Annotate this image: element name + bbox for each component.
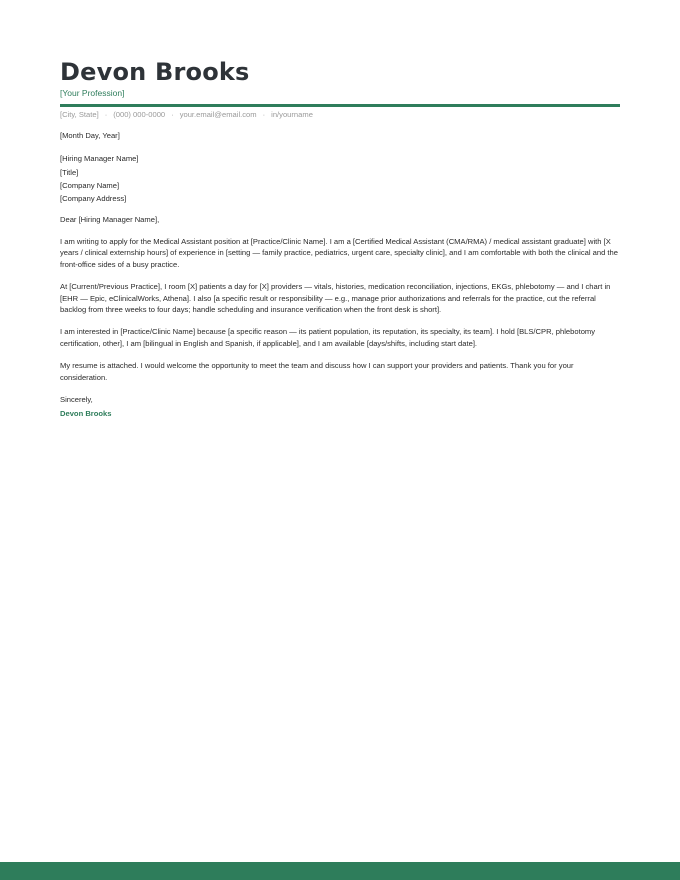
contact-email: your.email@email.com	[179, 110, 257, 119]
applicant-name: Devon Brooks	[60, 58, 250, 86]
paragraph-intro: I am writing to apply for the Medical Assistant position at [Practice/Clinic Name]. I am a [Certified Medical Assistant (CMA/RMA) / medical assistant graduate] with [X years / clinical externship hours] of experience in [setting — family practice, pediatrics, urgent care, specialty clinic], and I am comfortable with both the clinical and the front-office sides of a busy practice.	[60, 237, 618, 269]
recipient-title: [Title]	[60, 167, 79, 177]
signature: Devon Brooks	[60, 409, 112, 419]
recipient-block	[60, 152, 620, 205]
contact-separator: ·	[262, 110, 266, 119]
recipient-manager: [Hiring Manager Name]	[60, 154, 139, 164]
recipient-company: [Company Name]	[60, 181, 120, 190]
profession-title: [Your Profession]	[60, 88, 125, 98]
contact-linkedin: in/yourname	[271, 110, 313, 119]
paragraph-interest: I am interested in [Practice/Clinic Name] because [a specific reason — its patient population, its reputation, its specialty, its team]. I hold [BLS/CPR, phlebotomy certification, other], I am [bilingual in English and Spanish, if applicable], and I am available [days/shifts, including start date].	[60, 327, 596, 348]
contact-separator: ·	[171, 110, 174, 119]
paragraph-closing: My resume is attached. I would welcome the opportunity to meet the team and discuss how I can support your providers and patients. Thank you for your consideration.	[60, 361, 574, 382]
header-divider	[60, 104, 620, 107]
closing-phrase: Sincerely,	[60, 395, 93, 405]
recipient-address: [Company Address]	[60, 194, 127, 204]
contact-separator: ·	[104, 110, 108, 119]
contact-location: [City, State]	[60, 110, 99, 119]
footer-bar	[0, 862, 680, 880]
salutation: Dear [Hiring Manager Name],	[60, 214, 160, 224]
letter-body	[60, 130, 620, 420]
paragraph-experience: At [Current/Previous Practice], I room [X] patients a day for [X] providers — vitals, histories, medication reconciliation, injections, EKGs, phlebotomy — and I chart in [EHR — Epic, eClinicalWorks, Athena]. I also [a specific result or responsibility — e.g., manage prior authorizations and referrals for the practice, cut the referral backlog from three weeks to four days; handle scheduling and insurance verification when the front desk is short].	[60, 282, 611, 315]
letter-date: [Month Day, Year]	[60, 131, 120, 140]
contact-phone: (000) 000-0000	[113, 110, 166, 119]
contact-line	[60, 110, 313, 119]
